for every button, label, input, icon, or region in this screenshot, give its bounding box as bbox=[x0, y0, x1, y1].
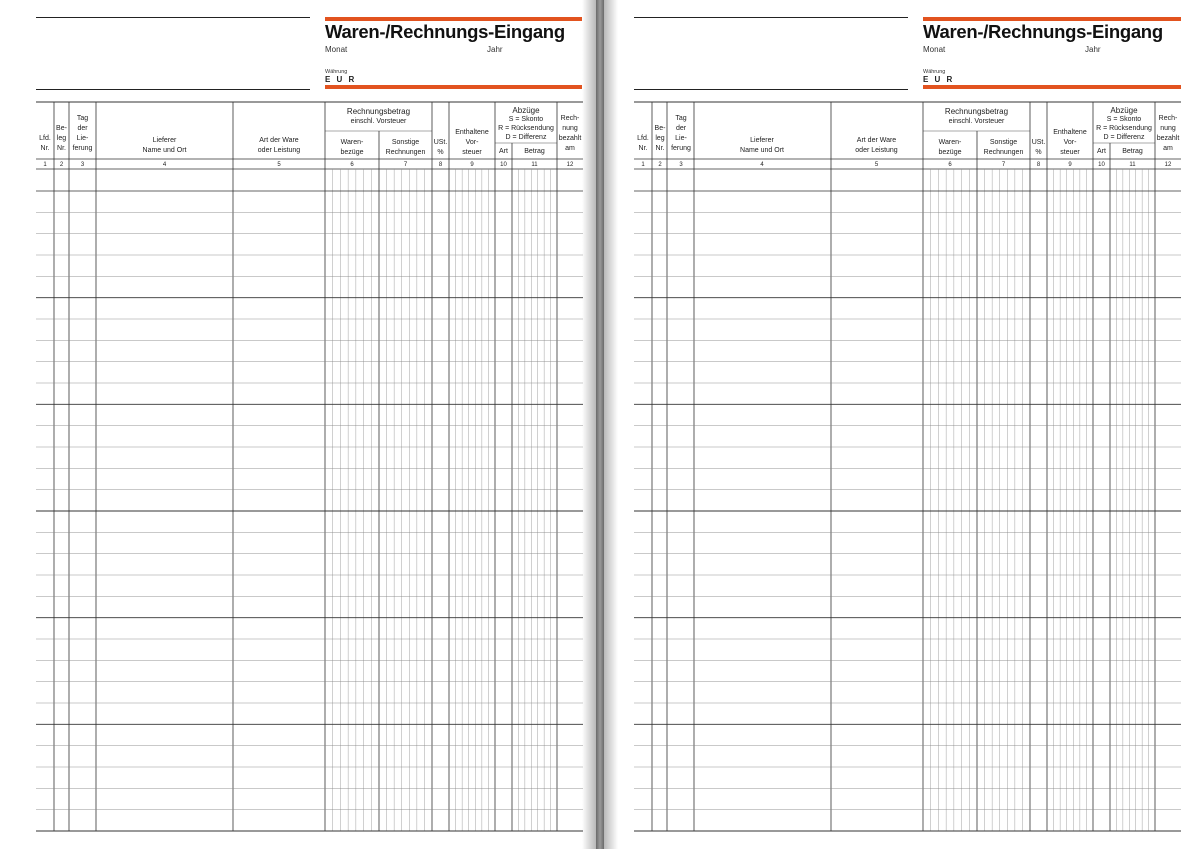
col-number: 5 bbox=[874, 162, 879, 168]
jahr-label: Jahr bbox=[487, 45, 503, 54]
col-number: 8 bbox=[438, 162, 443, 168]
col-number: 11 bbox=[531, 162, 538, 168]
col-number: 9 bbox=[470, 162, 474, 168]
col-abzuege-header: Abzüge S = Skonto R = Rücksendung D = Differenz bbox=[1096, 106, 1152, 141]
col-rechnung-header: Rech- nung bezahlt am bbox=[1156, 115, 1180, 152]
waehrung-label: Währung bbox=[923, 69, 946, 75]
col-ust-header: USt. % bbox=[1031, 139, 1046, 156]
col-tag-header: Tag der Lie- ferung bbox=[671, 115, 691, 152]
col-rechnungsbetrag-header: Rechnungsbetrag einschl. Vorsteuer bbox=[346, 107, 411, 125]
left-page bbox=[0, 0, 596, 849]
col-abzug-betrag-header: Betrag bbox=[1122, 148, 1143, 155]
right-page bbox=[604, 0, 1200, 849]
col-lfd-header: Lfd. Nr. bbox=[39, 135, 51, 152]
col-number: 12 bbox=[1164, 162, 1172, 168]
col-lieferer-header: Lieferer Name und Ort bbox=[740, 137, 784, 154]
currency-code: E U R bbox=[923, 75, 955, 84]
book-spine bbox=[596, 0, 604, 849]
col-art-ware-header: Art der Ware oder Leistung bbox=[855, 137, 898, 154]
col-sonstige-header: Sonstige Rechnungen bbox=[983, 139, 1024, 156]
col-sonstige-header: Sonstige Rechnungen bbox=[385, 139, 426, 156]
col-number: 7 bbox=[403, 162, 408, 168]
col-tag-header: Tag der Lie- ferung bbox=[72, 115, 93, 152]
col-ust-header: USt. % bbox=[433, 139, 448, 156]
col-vorsteuer-header: Enthaltene Vor- steuer bbox=[1053, 129, 1087, 156]
currency-code: E U R bbox=[325, 75, 357, 84]
col-number: 7 bbox=[1001, 162, 1006, 168]
col-number: 4 bbox=[760, 162, 764, 168]
col-number: 5 bbox=[277, 162, 281, 168]
col-number: 3 bbox=[679, 162, 683, 168]
jahr-label: Jahr bbox=[1085, 45, 1101, 54]
col-abzug-art-header: Art bbox=[499, 148, 508, 155]
col-abzug-art-header: Art bbox=[1097, 148, 1106, 155]
col-lieferer-header: Lieferer Name und Ort bbox=[142, 137, 187, 154]
col-beleg-header: Be- leg Nr. bbox=[654, 125, 666, 152]
col-abzuege-header: Abzüge S = Skonto R = Rücksendung D = Differenz bbox=[498, 106, 554, 141]
col-number: 2 bbox=[658, 162, 662, 168]
col-number: 10 bbox=[1098, 162, 1105, 168]
col-number: 8 bbox=[1036, 162, 1041, 168]
col-number: 2 bbox=[59, 162, 64, 168]
col-rechnungsbetrag-header: Rechnungsbetrag einschl. Vorsteuer bbox=[944, 107, 1009, 125]
col-vorsteuer-header: Enthaltene Vor- steuer bbox=[455, 129, 489, 156]
col-number: 12 bbox=[566, 162, 574, 168]
form-title: Waren-/Rechnungs-Eingang bbox=[325, 21, 565, 42]
waehrung-label: Währung bbox=[325, 69, 348, 75]
col-rechnung-header: Rech- nung bezahlt am bbox=[558, 115, 582, 152]
col-number: 4 bbox=[162, 162, 167, 168]
col-warenbezuege-header: Waren- bezüge bbox=[938, 139, 962, 156]
monat-label: Monat bbox=[325, 45, 348, 54]
col-number: 1 bbox=[641, 162, 645, 168]
col-number: 11 bbox=[1129, 162, 1136, 168]
col-art-ware-header: Art der Ware oder Leistung bbox=[257, 137, 301, 154]
col-beleg-header: Be- leg Nr. bbox=[56, 125, 67, 152]
col-number: 10 bbox=[500, 162, 507, 168]
col-number: 6 bbox=[350, 162, 354, 168]
monat-label: Monat bbox=[923, 45, 946, 54]
col-number: 9 bbox=[1068, 162, 1072, 168]
col-warenbezuege-header: Waren- bezüge bbox=[340, 139, 364, 156]
col-number: 1 bbox=[43, 162, 47, 168]
form-title: Waren-/Rechnungs-Eingang bbox=[923, 21, 1163, 42]
col-number: 6 bbox=[948, 162, 952, 168]
col-abzug-betrag-header: Betrag bbox=[524, 148, 545, 155]
col-number: 3 bbox=[80, 162, 85, 168]
col-lfd-header: Lfd. Nr. bbox=[637, 135, 649, 152]
